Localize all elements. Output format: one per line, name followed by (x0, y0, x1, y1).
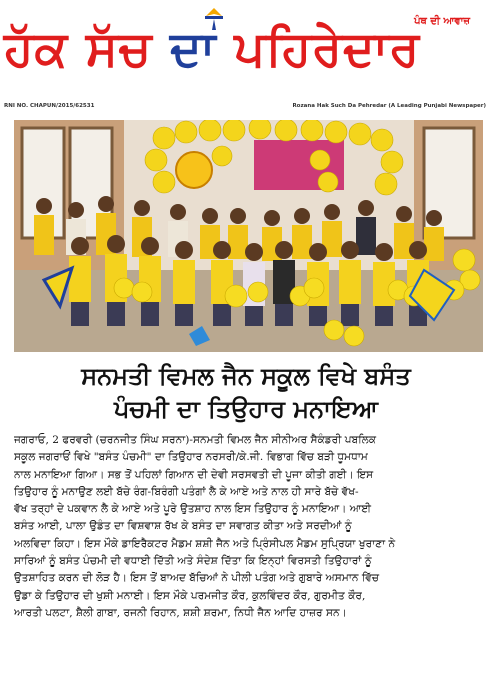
article-line: ਆਰਤੀ ਪਲਟਾ, ਸ਼ੈਲੀ ਗਾਬਾ, ਰਜਨੀ ਰਿਹਾਨ, ਸ਼ਸ਼ੀ ਸ਼ਰਮਾ, ਨਿਧੀ ਜੈਨ ਆਦਿ ਹਾਜ਼ਰ ਸਨ। (14, 606, 347, 619)
article-line: ਜਗਰਾਓ, 2 ਫਰਵਰੀ (ਚਰਨਜੀਤ ਸਿੰਘ ਸਰਨਾ)-ਸਨਮਤੀ ਵਿਮਲ ਜੈਨ ਸੀਨੀਅਰ ਸੈਕੰਡਰੀ ਪਬਲਿਕ (14, 434, 377, 446)
rni-number: RNI NO. CHAPUN/2015/62531 (4, 103, 95, 109)
article-line: ਨਾਲ ਮਨਾਇਆ ਗਿਆ। ਸਭ ਤੋਂ ਪਹਿਲਾਂ ਗਿਆਨ ਦੀ ਦੇਵੀ ਸਰਸਵਤੀ ਦੀ ਪੂਜਾ ਕੀਤੀ ਗਈ। ਇਸ (14, 468, 374, 481)
headline-line-1: ਸਨਮਤੀ ਵਿਮਲ ਜੈਨ ਸਕੂਲ ਵਿਖੇ ਬਸੰਤ (81, 361, 411, 390)
article-line: ਸਾਰਿਆਂ ਨੂੰ ਬਸੰਤ ਪੰਚਮੀ ਦੀ ਵਧਾਈ ਦਿੱਤੀ ਅਤੇ ਸੰਦੇਸ਼ ਦਿੱਤਾ ਕਿ ਇਨ੍ਹਾਂ ਵਿਰਸਤੀ ਤਿਉਹਾਰਾਂ ਨੂੰ (14, 555, 372, 568)
masthead (0, 0, 492, 109)
group-photo-children-balloons-icon (14, 120, 483, 352)
article-body (14, 432, 484, 622)
title-part-2: ਦਾ (169, 21, 217, 77)
event-photo (14, 120, 483, 352)
article-line: ਉਡਾ ਕੇ ਤਿਉਹਾਰ ਦੀ ਖੁਸ਼ੀ ਮਨਾਈ। ਇਸ ਮੌਕੇ ਪਰਮਜੀਤ ਕੌਰ, ਕੁਲਵਿੰਦਰ ਕੌਰ, ਗੁਰਮੀਤ ਕੌਰ, (14, 589, 366, 602)
title-part-3: ਪਹਿਰੇਦਾਰ (234, 21, 421, 77)
article-line: ਉਤਸ਼ਾਹਿਤ ਕਰਨ ਦੀ ਲੋੜ ਹੈ। ਇਸ ਤੋਂ ਬਾਅਦ ਬੱਚਿਆਂ ਨੇ ਪੀਲੀ ਪਤੰਗ ਅਤੇ ਗੁਬਾਰੇ ਅਸਮਾਨ ਵਿੱਚ (14, 572, 380, 585)
article-line: ਤਿਉਹਾਰ ਨੂੰ ਮਨਾਉਣ ਲਈ ਬੱਚੇ ਰੰਗ-ਬਿਰੰਗੀ ਪਤੰਗਾਂ ਲੈ ਕੇ ਆਏ ਅਤੇ ਨਾਲ ਹੀ ਸਾਰੇ ਬੱਚੇ ਵੱਖ- (14, 485, 359, 498)
article-line: ਅਲਵਿਦਾ ਕਿਹਾ। ਇਸ ਮੌਕੇ ਡਾਇਰੈਕਟਰ ਮੈਡਮ ਸ਼ਸ਼ੀ ਜੈਨ ਅਤੇ ਪ੍ਰਿੰਸੀਪਲ ਮੈਡਮ ਸੁਪ੍ਰਿਯਾ ਖੁਰਾਣਾ ਨੇ (14, 537, 396, 550)
title-part-1: ਹੱਕ ਸੱਚ (4, 21, 153, 77)
headline-line-2: ਪੰਚਮੀ ਦਾ ਤਿਉਹਾਰ ਮਨਾਇਆ (113, 394, 379, 423)
tagline: ਪੰਥ ਦੀ ਆਵਾਜ਼ (414, 16, 470, 27)
newspaper-subtitle: Rozana Hak Such Da Pehredar (A Leading Punjabi Newspaper) (292, 103, 486, 109)
article-line: ਵੱਖ ਤਰ੍ਹਾਂ ਦੇ ਪਕਵਾਨ ਲੈ ਕੇ ਆਏ ਅਤੇ ਪੂਰੇ ਉਤਸ਼ਾਹ ਨਾਲ ਇਸ ਤਿਉਹਾਰ ਨੂੰ ਮਨਾਇਆ। ਆਈ (14, 503, 372, 516)
article-line: ਬਸੰਤ ਆਈ, ਪਾਲਾ ਉਡੰਤ ਦਾ ਵਿਸ਼ਵਾਸ਼ ਰੱਖ ਕੇ ਬਸੰਤ ਦਾ ਸਵਾਗਤ ਕੀਤਾ ਅਤੇ ਸਰਦੀਆਂ ਨੂੰ (14, 520, 352, 533)
article-line: ਸਕੂਲ ਜਗਰਾਓਂ ਵਿਖੇ "ਬਸੰਤ ਪੰਚਮੀ" ਦਾ ਤਿਉਹਾਰ ਨਰਸਰੀ/ਕੇ.ਜੀ. ਵਿਭਾਗ ਵਿੱਚ ਬੜੀ ਧੂਮਧਾਮ (14, 451, 368, 464)
article-headline (10, 359, 482, 425)
